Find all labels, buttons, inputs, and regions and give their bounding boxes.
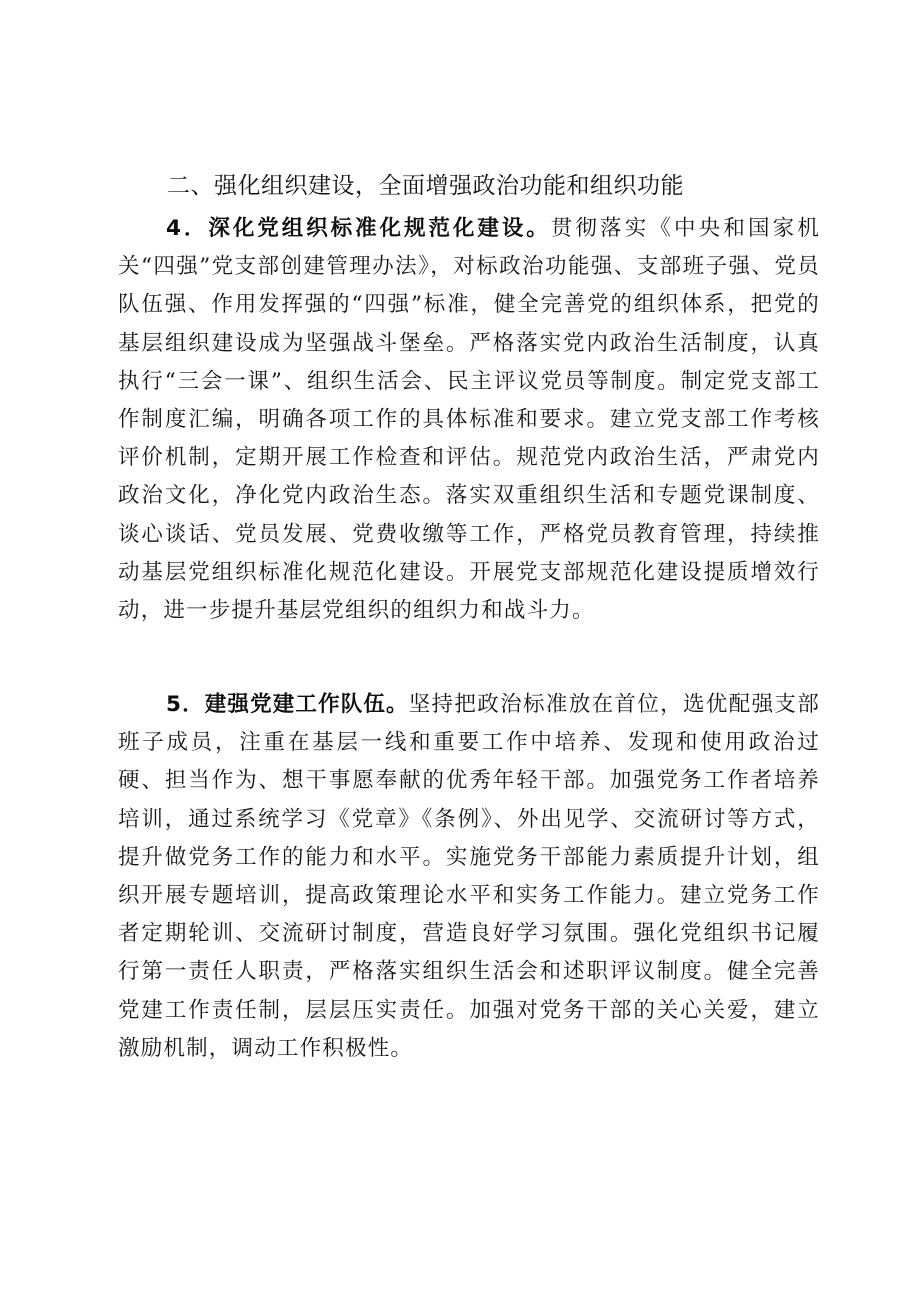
section-heading: 二、强化组织建设，全面增强政治功能和组织功能	[167, 173, 684, 199]
paragraph-5	[118, 686, 820, 1068]
paragraph-5-body: 坚持把政治标准放在首位，选优配强支部班子成员，注重在基层一线和重要工作中培养、发现和使用政治过硬、担当作为、想干事愿奉献的优秀年轻干部。加强党务工作者培养培训，通过系统学习《党章》《条例》、外出见学、交流研讨等方式，提升做党务工作的能力和水平。实施党务干部能力素质提升计划，组织开展专题培训，提高政策理论水平和实务工作能力。建立党务工作者定期轮训、交流研讨制度，营造良好学习氛围。强化党组织书记履行第一责任人职责，严格落实组织生活会和述职评议制度。健全完善党建工作责任制，层层压实责任。加强对党务干部的关心关爱，建立激励机制，调动工作积极性。	[118, 692, 820, 1061]
paragraph-4-lead: 4．深化党组织标准化规范化建设。	[166, 216, 551, 241]
paragraph-4	[118, 210, 820, 630]
paragraph-5-lead: 5．建强党建工作队伍。	[166, 692, 409, 717]
paragraph-4-body: 贯彻落实《中央和国家机关“四强”党支部创建管理办法》，对标政治功能强、支部班子强、党员队伍强、作用发挥强的“四强”标准，健全完善党的组织体系，把党的基层组织建设成为坚强战斗堡垒。严格落实党内政治生活制度，认真执行“三会一课”、组织生活会、民主评议党员等制度。制定党支部工作制度汇编，明确各项工作的具体标准和要求。建立党支部工作考核评价机制，定期开展工作检查和评估。规范党内政治生活，严肃党内政治文化，净化党内政治生态。落实双重组织生活和专题党课制度、谈心谈话、党员发展、党费收缴等工作，严格党员教育管理，持续推动基层党组织标准化规范化建设。开展党支部规范化建设提质增效行动，进一步提升基层党组织的组织力和战斗力。	[118, 216, 821, 624]
